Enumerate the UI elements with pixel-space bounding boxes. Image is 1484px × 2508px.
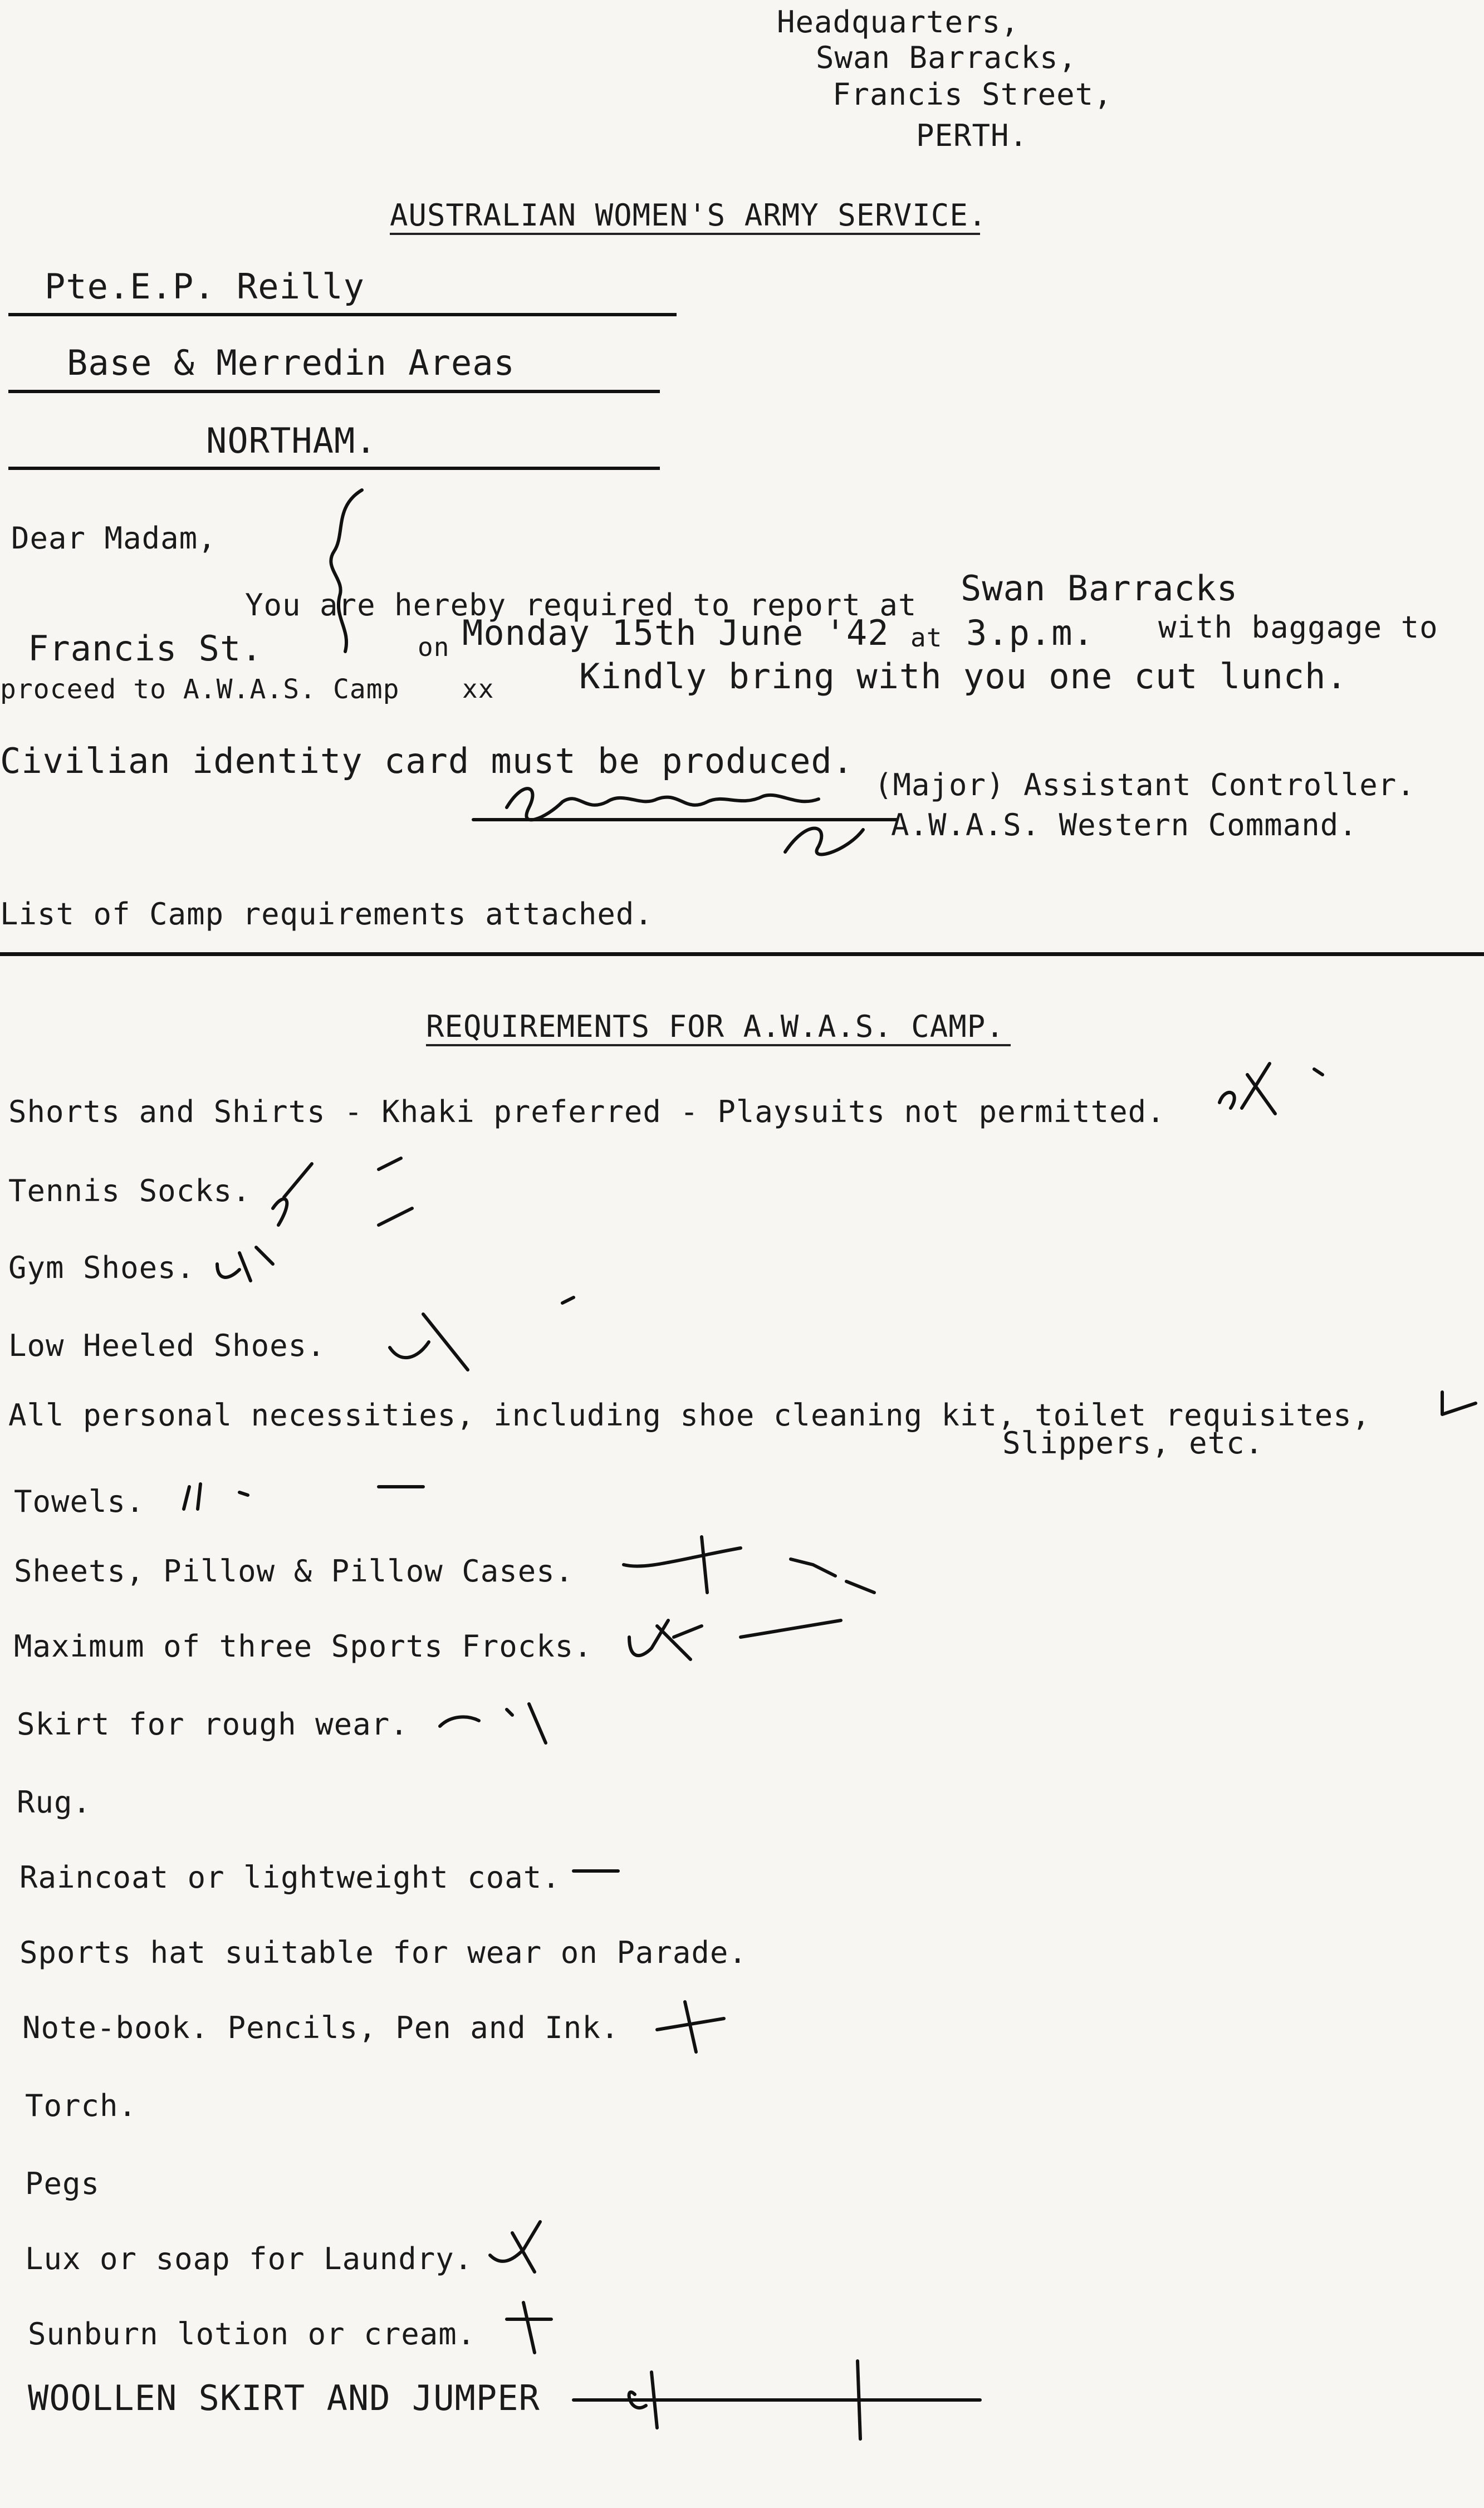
- attachment-note: List of Camp requirements attached.: [0, 897, 653, 932]
- addressee-rule: [8, 390, 660, 393]
- title-underline: [390, 233, 980, 235]
- civilian-card-notice: Civilian identity card must be produced.: [0, 741, 854, 781]
- requirement-item: Rug.: [17, 1785, 92, 1820]
- requirement-item: Note-book. Pencils, Pen and Ink.: [22, 2010, 620, 2045]
- salutation: Dear Madam,: [11, 521, 217, 556]
- report-date: Monday 15th June '42: [462, 613, 889, 653]
- requirements-title: REQUIREMENTS FOR A.W.A.S. CAMP.: [426, 1009, 1005, 1044]
- check-mark-icon: [613, 1526, 891, 1615]
- report-street: Francis St.: [28, 628, 263, 669]
- addressee-rule: [8, 313, 677, 316]
- requirement-item: Tennis Socks.: [8, 1173, 251, 1208]
- signature: [473, 768, 919, 863]
- check-mark-icon: [178, 1470, 434, 1520]
- check-mark-icon: [646, 1991, 735, 2063]
- signatory-title: (Major) Assistant Controller.: [874, 767, 1416, 802]
- requirement-item: Towels.: [14, 1484, 145, 1519]
- check-mark-icon: [557, 2355, 1002, 2445]
- body-line1: You are hereby required to report at: [245, 587, 917, 623]
- struck-xx: xx: [462, 674, 494, 704]
- requirement-item-final: WOOLLEN SKIRT AND JUMPER: [28, 2378, 540, 2418]
- requirement-item: Torch.: [25, 2088, 138, 2123]
- requirement-item: All personal necessities, including shoe cleaning kit, toilet requisites,: [8, 1398, 1371, 1433]
- baggage-text: with baggage to: [1158, 610, 1438, 645]
- handwritten-bracket: [312, 484, 379, 668]
- check-mark-icon: [206, 1231, 295, 1292]
- requirement-item: Lux or soap for Laundry.: [25, 2241, 473, 2276]
- address-line: PERTH.: [916, 118, 1028, 153]
- report-place: Swan Barracks: [961, 568, 1238, 609]
- address-line: Francis Street,: [832, 77, 1113, 112]
- service-title: AUSTRALIAN WOMEN'S ARMY SERVICE.: [390, 198, 987, 233]
- requirement-item-continuation: Slippers, etc.: [1002, 1426, 1264, 1461]
- requirement-item: Raincoat or lightweight coat.: [19, 1860, 561, 1895]
- addressee-rule: [8, 467, 660, 470]
- requirement-item: Sunburn lotion or cream.: [28, 2316, 476, 2352]
- check-mark-icon: [479, 2216, 557, 2283]
- section-divider: [0, 952, 1484, 956]
- address-line: Headquarters,: [777, 4, 1020, 40]
- on-word: on: [418, 632, 450, 662]
- requirement-item: Low Heeled Shoes.: [8, 1328, 326, 1363]
- addressee-town: NORTHAM.: [206, 420, 377, 461]
- check-mark-icon: [490, 2291, 568, 2364]
- check-mark-icon: [618, 1604, 885, 1676]
- lunch-instruction: Kindly bring with you one cut lunch.: [579, 656, 1348, 697]
- requirement-item: Skirt for rough wear.: [17, 1707, 409, 1742]
- check-mark-icon: [262, 1147, 418, 1231]
- addressee-area: Base & Merredin Areas: [67, 342, 515, 383]
- signatory-command: A.W.A.S. Western Command.: [891, 807, 1358, 842]
- check-mark-icon: [434, 1687, 562, 1748]
- requirement-item: Shorts and Shirts - Khaki preferred - Playsuits not permitted.: [8, 1094, 1165, 1129]
- dash-mark-icon: [562, 1854, 629, 1888]
- address-line: Swan Barracks,: [816, 40, 1078, 75]
- addressee-name: Pte.E.P. Reilly: [45, 266, 365, 307]
- requirement-item: Gym Shoes.: [8, 1250, 195, 1285]
- at-word: at: [910, 623, 943, 653]
- requirement-item: Pegs: [25, 2166, 100, 2201]
- requirement-item: Sheets, Pillow & Pillow Cases.: [14, 1554, 574, 1589]
- check-mark-icon: [384, 1292, 596, 1381]
- requirement-item: Maximum of three Sports Frocks.: [14, 1629, 592, 1664]
- report-time: 3.p.m.: [966, 613, 1094, 653]
- body-line3: proceed to A.W.A.S. Camp: [0, 674, 400, 705]
- requirement-item: Sports hat suitable for wear on Parade.: [19, 1935, 747, 1970]
- requirements-title-underline: [426, 1044, 1011, 1046]
- check-mark-icon: [1431, 1381, 1484, 1437]
- check-mark-icon: [1208, 1052, 1331, 1125]
